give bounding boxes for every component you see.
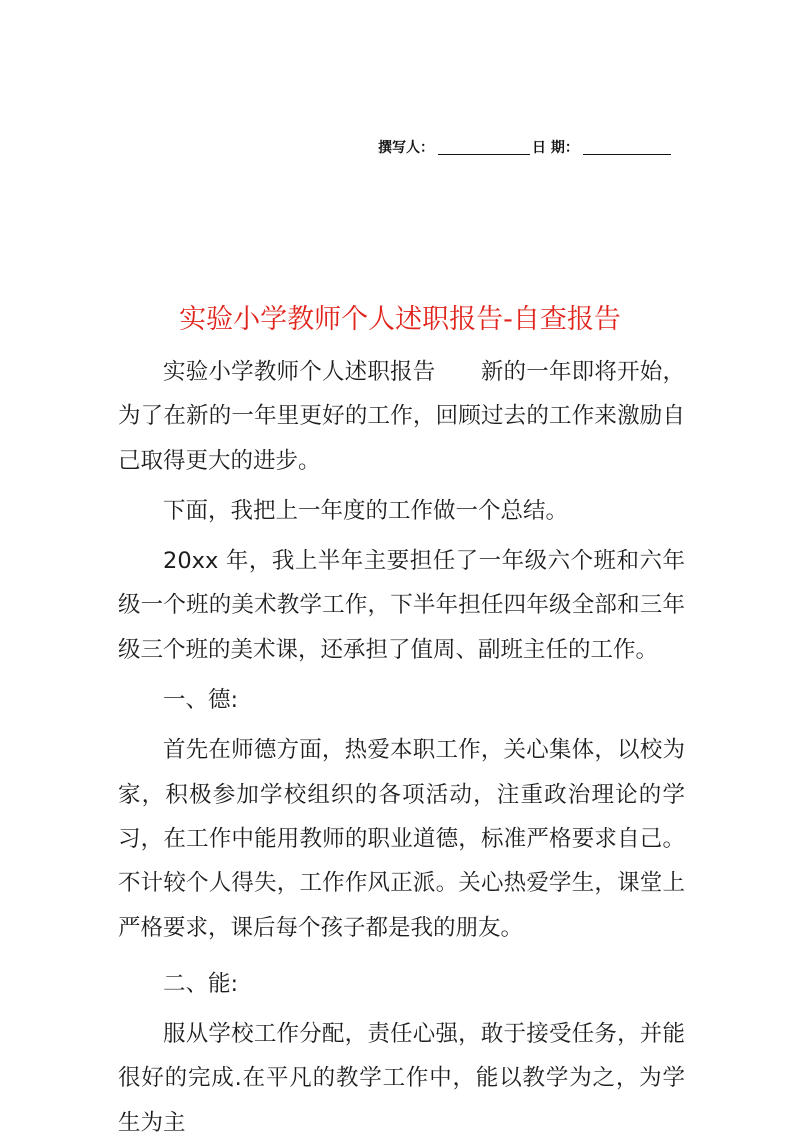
paragraph-ability: 服从学校工作分配，责任心强，敢于接受任务，并能很好的完成.在平凡的教学工作中，能以教学为之，为学生为主 (118, 1021, 685, 1136)
author-blank-line (438, 140, 530, 155)
date-blank-line (583, 140, 671, 155)
document-title: 实验小学教师个人述职报告-自查报告 (179, 304, 621, 335)
paragraph-summary-intro: 下面，我把上一年度的工作做一个总结。 (163, 497, 569, 524)
author-date-line (378, 138, 688, 158)
date-label: 日 期： (532, 140, 579, 156)
paragraph-duties: 20xx 年，我上半年主要担任了一年级六个班和六年级一个班的美术教学工作，下半年担任四年级全部和三年级三个班的美术课，还承担了值周、副班主任的工作。 (118, 548, 685, 663)
section-heading-ability: 二、能: (163, 970, 239, 997)
paragraph-virtue: 首先在师德方面，热爱本职工作，关心集体，以校为家，积极参加学校组织的各项活动，注重政治理论的学习，在工作中能用教师的职业道德，标准严格要求自己。不计较个人得失，工作作风正派。关心热爱学生，课堂上严格要求，课后每个孩子都是我的朋友。 (118, 737, 685, 941)
paragraph-intro: 实验小学教师个人述职报告 新的一年即将开始，为了在新的一年里更好的工作，回顾过去的工作来激励自己取得更大的进步。 (118, 359, 685, 474)
section-heading-virtue: 一、德: (163, 687, 239, 714)
document-body (118, 350, 685, 1145)
author-label: 撰写人： (378, 140, 434, 156)
